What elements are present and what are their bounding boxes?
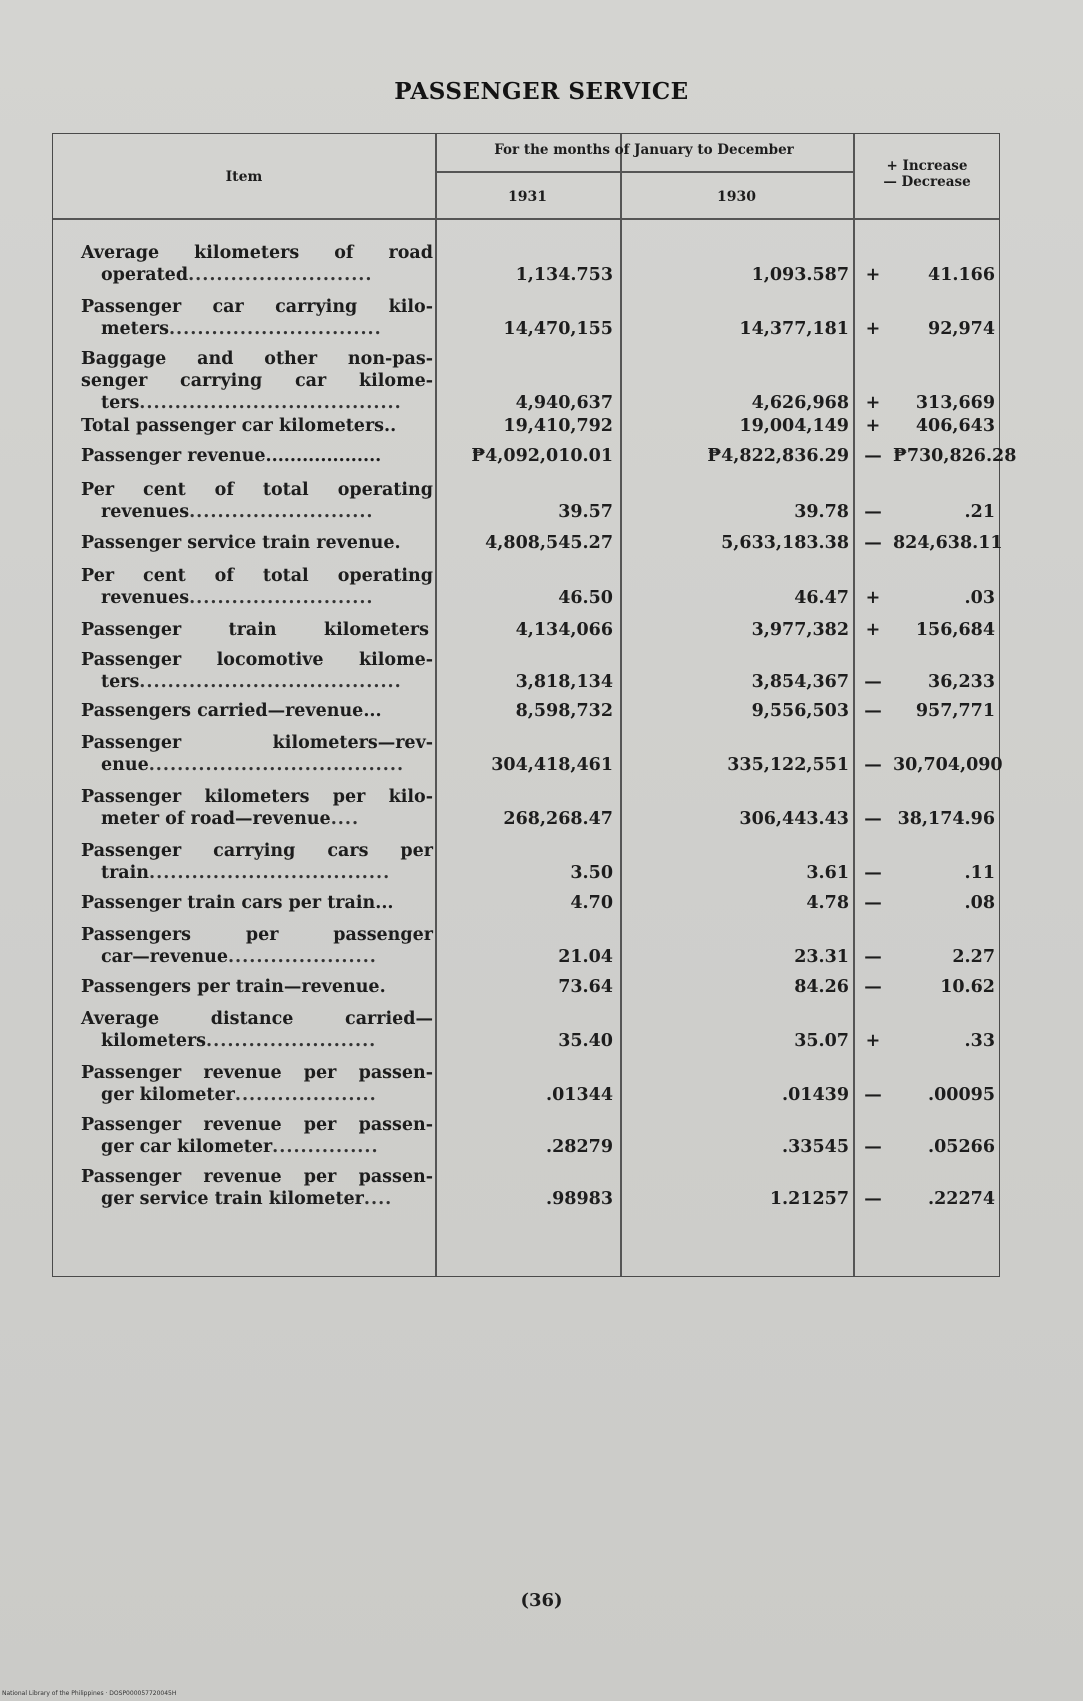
column-rule [853, 134, 855, 1276]
value-1930: 4,626,968 [751, 393, 849, 413]
change-sign: + [865, 620, 881, 640]
row-label-line: ger kilometer [101, 1085, 235, 1105]
change-sign: + [865, 588, 881, 608]
value-1931: 3.50 [570, 863, 613, 883]
row-label [81, 1166, 433, 1210]
row-label [81, 700, 433, 722]
change-sign: — [864, 1137, 882, 1157]
value-1930: 3,977,382 [751, 620, 849, 640]
value-1930: 14,377,181 [739, 319, 849, 339]
row-label [81, 619, 433, 641]
change-value: .22274 [928, 1189, 995, 1209]
change-value: .33 [964, 1031, 995, 1051]
value-1930: 1.21257 [769, 1189, 849, 1209]
header-rule [53, 218, 999, 220]
row-label-line: senger carrying car kilome- [81, 371, 433, 391]
change-sign: — [864, 533, 882, 553]
change-value: 41.166 [928, 265, 995, 285]
value-1931: 21.04 [558, 947, 613, 967]
header-year-1930: 1930 [717, 189, 756, 205]
header-rule [435, 171, 853, 173]
leader-dots: .................... [234, 1085, 377, 1105]
value-1931: 35.40 [558, 1031, 613, 1051]
value-1931: .28279 [546, 1137, 613, 1157]
row-label-line: Passenger locomotive kilome- [81, 650, 433, 670]
value-1930: 9,556,503 [751, 701, 849, 721]
row-label-line: Passenger kilometers—rev- [81, 733, 433, 753]
row-label-line: meter of road—revenue [101, 809, 331, 829]
value-1931: 3,818,134 [515, 672, 613, 692]
row-label-line: meters [101, 319, 169, 339]
change-sign: — [864, 1189, 882, 1209]
value-1931: 304,418,461 [491, 755, 613, 775]
row-label-line: Passenger carrying cars per [81, 841, 433, 861]
change-value: 957,771 [915, 701, 995, 721]
value-1930: .01439 [782, 1085, 849, 1105]
change-sign: — [864, 446, 882, 466]
passenger-service-table [52, 133, 1017, 1277]
row-label-line: operated [101, 265, 189, 285]
row-label [81, 445, 433, 467]
row-label [81, 1114, 433, 1158]
value-1930: 19,004,149 [739, 416, 849, 436]
value-1930: 306,443.43 [739, 809, 849, 829]
change-value: .11 [964, 863, 995, 883]
change-value: .05266 [928, 1137, 995, 1157]
row-label-line: train [101, 863, 150, 883]
value-1931: ₱4,092,010.01 [471, 446, 613, 466]
row-label-line: Passengers per passenger [81, 925, 433, 945]
change-sign: + [865, 1031, 881, 1051]
leader-dots: .......................... [189, 588, 374, 608]
leader-dots: .. [384, 416, 397, 436]
change-sign: — [864, 1085, 882, 1105]
value-1931: 39.57 [558, 502, 613, 522]
leader-dots: ..................... [227, 947, 377, 967]
change-value: 406,643 [915, 416, 995, 436]
change-sign: + [865, 393, 881, 413]
change-value: 824,638.11 [893, 533, 1003, 553]
value-1930: 1,093.587 [751, 265, 849, 285]
row-label [81, 786, 433, 830]
value-1930: ₱4,822,836.29 [707, 446, 849, 466]
value-1931: 4,940,637 [515, 393, 613, 413]
value-1930: 5,633,183.38 [721, 533, 849, 553]
row-label [81, 532, 433, 554]
value-1930: 23.31 [794, 947, 849, 967]
change-value: .21 [964, 502, 995, 522]
row-label [81, 649, 433, 693]
change-value: 313,669 [915, 393, 995, 413]
change-sign: — [864, 755, 882, 775]
leader-dots: .......................... [188, 265, 373, 285]
row-label-line: Per cent of total operating [81, 566, 433, 586]
value-1931: 46.50 [558, 588, 613, 608]
leader-dots: .................................. [149, 863, 391, 883]
row-label [81, 479, 433, 523]
change-value: 10.62 [940, 977, 995, 997]
row-label [81, 348, 433, 414]
leader-dots: ............... [272, 1137, 379, 1157]
leader-dots: .... [363, 1189, 393, 1209]
row-label-text: Passenger service train revenue [81, 533, 395, 553]
value-1930: 46.47 [794, 588, 849, 608]
row-label-line: enue [101, 755, 149, 775]
change-sign: — [864, 502, 882, 522]
leader-dots: . [394, 533, 401, 553]
change-sign: — [864, 672, 882, 692]
row-label [81, 1062, 433, 1106]
row-label-text: Passengers per train—revenue [81, 977, 380, 997]
change-value: 2.27 [952, 947, 995, 967]
row-label-line: Baggage and other non-pas- [81, 349, 433, 369]
row-label-text: Total passenger car kilometers [81, 416, 385, 436]
change-sign: — [864, 863, 882, 883]
value-1931: 19,410,792 [503, 416, 613, 436]
change-value: 38,174.96 [897, 809, 995, 829]
change-sign: + [865, 416, 881, 436]
header-decrease: — Decrease [883, 174, 971, 190]
row-label-line: kilometers [101, 1031, 207, 1051]
leader-dots: ..................................... [139, 672, 402, 692]
change-sign: — [864, 893, 882, 913]
row-label-line: Average distance carried— [81, 1009, 433, 1029]
value-1931: 4.70 [570, 893, 613, 913]
change-value: 30,704,090 [893, 755, 1003, 775]
row-label-line: revenues [101, 588, 190, 608]
change-value: .08 [964, 893, 995, 913]
row-label-line: Passenger revenue per passen- [81, 1115, 433, 1135]
row-label-text: Passenger revenue [81, 446, 266, 466]
value-1931: .01344 [546, 1085, 613, 1105]
leader-dots: .......................... [189, 502, 374, 522]
row-label-text: Passenger train cars per train [81, 893, 376, 913]
page-title: PASSENGER SERVICE [394, 78, 689, 105]
row-label-line: ters [101, 393, 140, 413]
value-1931: 8,598,732 [515, 701, 613, 721]
row-label [81, 296, 433, 340]
value-1931: 1,134.753 [515, 265, 613, 285]
row-label-line: Passenger kilometers per kilo- [81, 787, 433, 807]
column-rule [620, 134, 622, 1276]
row-label [81, 924, 433, 968]
change-value: 36,233 [928, 672, 995, 692]
change-sign: + [865, 319, 881, 339]
change-sign: + [865, 265, 881, 285]
value-1931: 4,134,066 [515, 620, 613, 640]
leader-dots: ..................................... [139, 393, 402, 413]
change-value: 156,684 [915, 620, 995, 640]
header-period: For the months of January to December [494, 142, 794, 158]
row-label-line: revenues [101, 502, 190, 522]
row-label-line: Passenger car carrying kilo- [81, 297, 433, 317]
value-1930: 84.26 [794, 977, 849, 997]
row-label [81, 415, 433, 437]
header-increase: + Increase [886, 158, 968, 174]
leader-dots: . [379, 977, 386, 997]
value-1930: 39.78 [794, 502, 849, 522]
leader-dots: .... [330, 809, 360, 829]
row-label-line: car—revenue [101, 947, 228, 967]
value-1931: 4,808,545.27 [485, 533, 613, 553]
scan-credit: National Library of the Philippines · DOSP000057720045H [2, 1690, 177, 1697]
row-label-line: Average kilometers of road [81, 243, 433, 263]
leader-dots: .................................... [148, 755, 405, 775]
value-1931: 268,268.47 [503, 809, 613, 829]
row-label [81, 1008, 433, 1052]
value-1930: 335,122,551 [727, 755, 849, 775]
value-1931: .98983 [546, 1189, 613, 1209]
row-label-line: ger service train kilometer [101, 1189, 364, 1209]
row-label-line: ters [101, 672, 140, 692]
value-1931: 14,470,155 [503, 319, 613, 339]
row-label [81, 976, 433, 998]
value-1931: 73.64 [558, 977, 613, 997]
row-label-text: Passengers carried—revenue [81, 701, 364, 721]
change-value: .03 [964, 588, 995, 608]
row-label [81, 892, 433, 914]
change-sign: — [864, 701, 882, 721]
page-number: (36) [520, 1590, 563, 1611]
value-1930: 3.61 [806, 863, 849, 883]
leader-dots: ................... [265, 446, 382, 466]
change-sign: — [864, 947, 882, 967]
value-1930: 35.07 [794, 1031, 849, 1051]
row-label [81, 840, 433, 884]
row-label [81, 732, 433, 776]
row-label-line: Per cent of total operating [81, 480, 433, 500]
row-label-text: Passenger train kilometers [81, 620, 429, 640]
row-label [81, 242, 433, 286]
header-item: Item [225, 169, 263, 185]
row-label-line: ger car kilometer [101, 1137, 273, 1157]
value-1930: 3,854,367 [751, 672, 849, 692]
value-1930: 4.78 [806, 893, 849, 913]
leader-dots: ........................ [206, 1031, 377, 1051]
leader-dots: .............................. [168, 319, 382, 339]
row-label-line: Passenger revenue per passen- [81, 1167, 433, 1187]
header-year-1931: 1931 [508, 189, 547, 205]
value-1930: .33545 [782, 1137, 849, 1157]
leader-dots: ... [375, 893, 394, 913]
change-value: ₱730,826.28 [893, 446, 1017, 466]
change-value: 92,974 [928, 319, 995, 339]
row-label-line: Passenger revenue per passen- [81, 1063, 433, 1083]
row-label [81, 565, 433, 609]
change-sign: — [864, 977, 882, 997]
change-sign: — [864, 809, 882, 829]
leader-dots: ... [363, 701, 382, 721]
change-value: .00095 [928, 1085, 995, 1105]
